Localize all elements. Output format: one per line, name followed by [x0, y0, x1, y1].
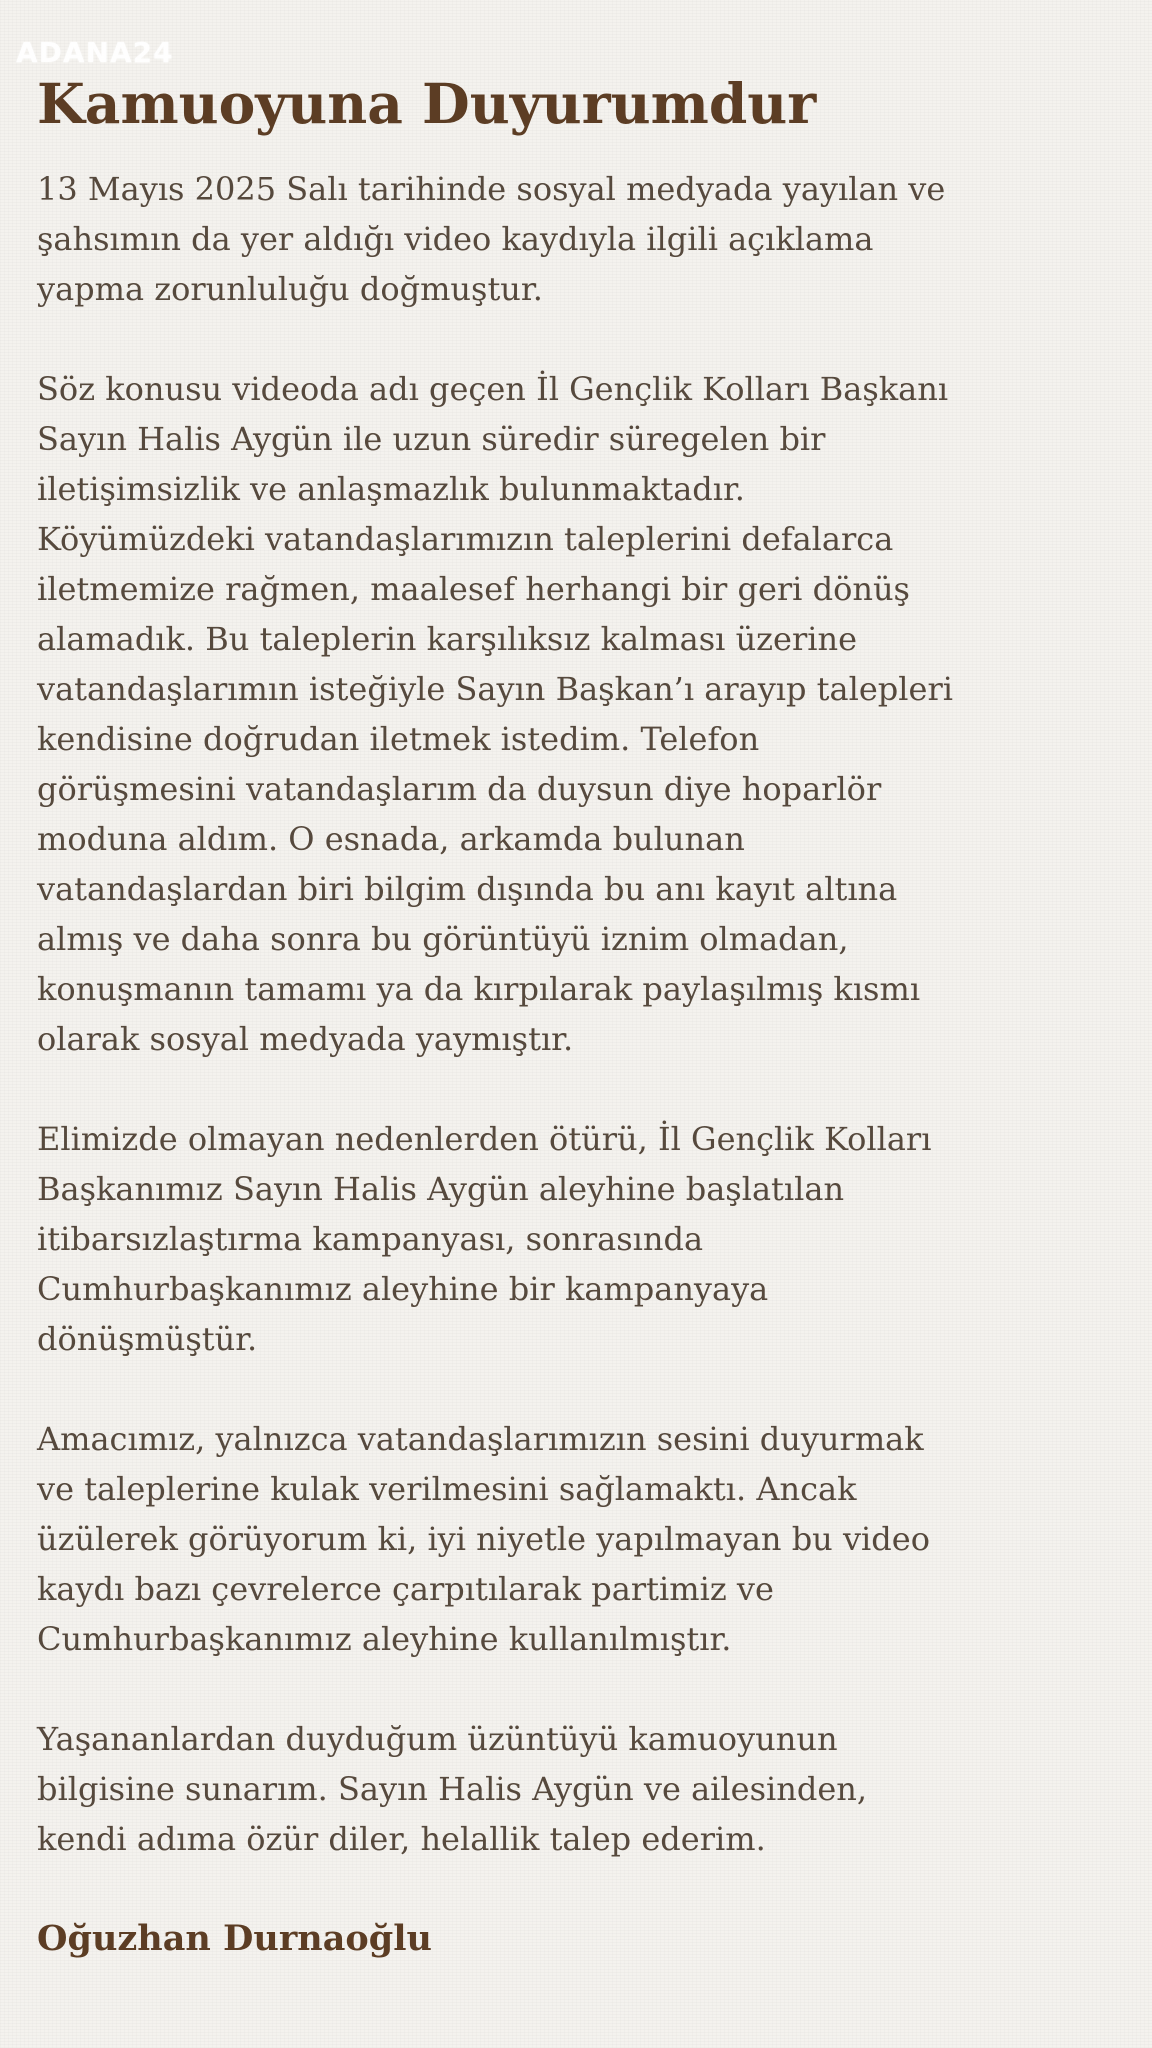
- text-line: ve taleplerine kulak verilmesini sağlamaktı. Ancak: [37, 1470, 857, 1508]
- text-line: Başkanımız Sayın Halis Aygün aleyhine başlatılan: [37, 1170, 845, 1208]
- text-line: olarak sosyal medyada yaymıştır.: [37, 1020, 574, 1058]
- text-line: itibarsızlaştırma kampanyası, sonrasında: [37, 1220, 704, 1258]
- text-line: konuşmanın tamamı ya da kırpılarak paylaşılmış kısmı: [37, 970, 921, 1008]
- text-line: vatandaşlardan biri bilgim dışında bu anı kayıt altına: [37, 870, 898, 908]
- announcement: [37, 62, 1037, 1964]
- text-line: 13 Mayıs 2025 Salı tarihinde sosyal medyada yayılan ve: [37, 170, 946, 208]
- text-line: şahsımın da yer aldığı video kaydıyla ilgili açıklama: [37, 220, 874, 258]
- text-line: görüşmesini vatandaşlarım da duysun diye hoparlör: [37, 770, 882, 808]
- text-line: Söz konusu videoda adı geçen İl Gençlik Kolları Başkanı: [37, 370, 949, 408]
- text-line: üzülerek görüyorum ki, iyi niyetle yapılmayan bu video: [37, 1520, 930, 1558]
- paragraph-campaign: [37, 1114, 1037, 1364]
- text-line: yapma zorunluluğu doğmuştur.: [37, 270, 543, 308]
- text-line: kendisine doğrudan iletmek istedim. Telefon: [37, 720, 760, 758]
- text-line: Köyümüzdeki vatandaşlarımızın taleplerini defalarca: [37, 520, 894, 558]
- text-line: Cumhurbaşkanımız aleyhine kullanılmıştır.: [37, 1620, 732, 1658]
- page-title: Kamuoyuna Duyurumdur: [37, 71, 817, 136]
- text-line: iletmemize rağmen, maalesef herhangi bir geri dönüş: [37, 570, 910, 608]
- paragraph-purpose: [37, 1414, 1037, 1664]
- text-line: Yaşananlardan duyduğum üzüntüyü kamuoyunun: [37, 1720, 838, 1758]
- text-line: dönüşmüştür.: [37, 1320, 258, 1358]
- text-line: alamadık. Bu taleplerin karşılıksız kalması üzerine: [37, 620, 858, 658]
- text-line: iletişimsizlik ve anlaşmazlık bulunmaktadır.: [37, 470, 745, 508]
- text-line: kaydı bazı çevrelerce çarpıtılarak partimiz ve: [37, 1570, 774, 1608]
- text-line: Amacımız, yalnızca vatandaşlarımızın sesini duyurmak: [37, 1420, 924, 1458]
- watermark-logo: ADANA24: [16, 36, 174, 69]
- text-line: bilgisine sunarım. Sayın Halis Aygün ve ailesinden,: [37, 1770, 868, 1808]
- paragraph-intro: [37, 164, 1037, 314]
- text-line: moduna aldım. O esnada, arkamda bulunan: [37, 820, 745, 858]
- text-line: kendi adıma özür diler, helallik talep ederim.: [37, 1820, 766, 1858]
- signature: Oğuzhan Durnaoğlu: [37, 1918, 432, 1959]
- text-line: vatandaşlarımın isteğiyle Sayın Başkan’ı arayıp talepleri: [37, 670, 953, 708]
- text-line: almış ve daha sonra bu görüntüyü iznim olmadan,: [37, 920, 849, 958]
- paragraph-explanation: [37, 364, 1037, 1064]
- paragraph-apology: [37, 1714, 1037, 1864]
- text-line: Cumhurbaşkanımız aleyhine bir kampanyaya: [37, 1270, 769, 1308]
- text-line: Sayın Halis Aygün ile uzun süredir süregelen bir: [37, 420, 826, 458]
- text-line: Elimizde olmayan nedenlerden ötürü, İl Gençlik Kolları: [37, 1120, 932, 1158]
